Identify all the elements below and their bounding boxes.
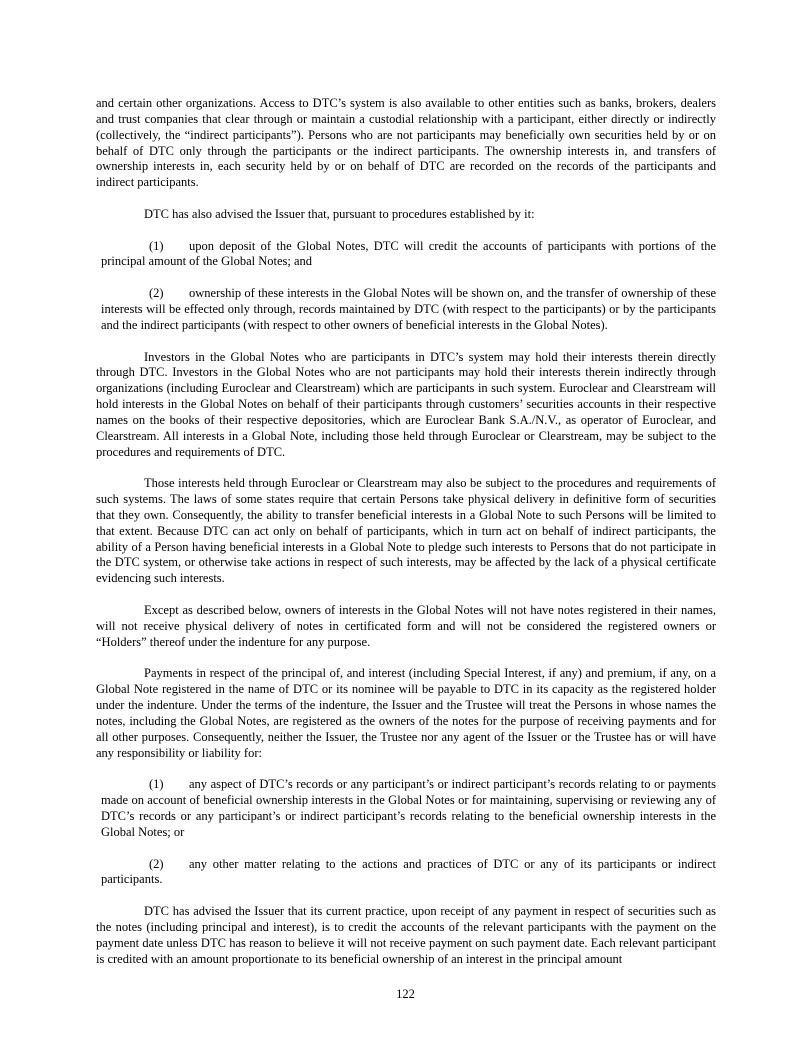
paragraph: DTC has also advised the Issuer that, pursuant to procedures established by it: <box>144 206 535 221</box>
list-item-text: any aspect of DTC’s records or any participant’s or indirect participant’s records relating to or payments made on account of beneficial ownership interests in the Global Notes or for maintaining, supervising or reviewing any of DTC’s records or any participant’s or indirect participant’s records relating to the beneficial ownership interests in the Global Notes; or <box>101 777 716 839</box>
list-item-number: (1) <box>149 238 164 253</box>
list-item-number: (2) <box>149 856 164 871</box>
list-item-text: any other matter relating to the actions and practices of DTC or any of its participants or indirect participants. <box>101 856 716 887</box>
list-item-text: upon deposit of the Global Notes, DTC will credit the accounts of participants with portions of the principal amount of the Global Notes; and <box>101 238 716 269</box>
list-item-text: ownership of these interests in the Global Notes will be shown on, and the transfer of ownership of these interests will be effected only through, records maintained by DTC (with respect to the participants) or by the participants and the indirect participants (with respect to other owners of beneficial interests in the Global Notes). <box>101 286 716 332</box>
paragraph: Payments in respect of the principal of, and interest (including Special Interest, if any) and premium, if any, on a Global Note registered in the name of DTC or its nominee will be payable to DTC in its capacity as the registered holder under the indenture. Under the terms of the indenture, the Issuer and the Trustee will treat the Persons in whose names the notes, including the Global Notes, are registered as the owners of the notes for the purpose of receiving payments and for all other purposes. Consequently, neither the Issuer, the Trustee nor any agent of the Issuer or the Trustee has or will have any responsibility or liability for: <box>96 666 716 760</box>
paragraph: DTC has advised the Issuer that its current practice, upon receipt of any payment in respect of securities such as the notes (including principal and interest), is to credit the accounts of the relevant participants with the payment on the payment date unless DTC has reason to believe it will not receive payment on such payment date. Each relevant participant is credited with an amount proportionate to its beneficial ownership of an interest in the principal amount <box>96 904 716 966</box>
list-item <box>101 857 716 889</box>
page-number: 122 <box>396 987 415 1001</box>
list-item <box>101 777 716 840</box>
page-body <box>96 96 716 967</box>
list-item <box>101 239 716 271</box>
list-item <box>101 286 716 334</box>
list-item-number: (2) <box>149 286 164 301</box>
paragraph: Investors in the Global Notes who are participants in DTC’s system may hold their interests therein directly through DTC. Investors in the Global Notes who are not participants may hold their interests therein indirectly through organizations (including Euroclear and Clearstream) which are participants in such system. Euroclear and Clearstream will hold interests in the Global Notes on behalf of their participants through customers’ securities accounts in their respective names on the books of their respective depositories, which are Euroclear Bank S.A./N.V., as operator of Euroclear, and Clearstream. All interests in a Global Note, including those held through Euroclear or Clearstream, may be subject to the procedures and requirements of DTC. <box>96 349 716 459</box>
list-item-number: (1) <box>149 777 164 792</box>
paragraph: Except as described below, owners of interests in the Global Notes will not have notes registered in their names, will not receive physical delivery of notes in certificated form and will not be considered the registered owners or “Holders” thereof under the indenture for any purpose. <box>96 603 716 649</box>
paragraph: and certain other organizations. Access to DTC’s system is also available to other entities such as banks, brokers, dealers and trust companies that clear through or maintain a custodial relationship with a participant, either directly or indirectly (collectively, the “indirect participants”). Persons who are not participants may beneficially own securities held by or on behalf of DTC only through the participants or the indirect participants. The ownership interests in, and transfers of ownership interests in, each security held by or on behalf of DTC are recorded on the records of the participants and indirect participants. <box>96 96 716 190</box>
paragraph: Those interests held through Euroclear or Clearstream may also be subject to the procedures and requirements of such systems. The laws of some states require that certain Persons take physical delivery in definitive form of securities that they own. Consequently, the ability to transfer beneficial interests in a Global Note to such Persons will be limited to that extent. Because DTC can act only on behalf of participants, which in turn act on behalf of indirect participants, the ability of a Person having beneficial interests in a Global Note to pledge such interests to Persons that do not participate in the DTC system, or otherwise take actions in respect of such interests, may be affected by the lack of a physical certificate evidencing such interests. <box>96 476 716 586</box>
